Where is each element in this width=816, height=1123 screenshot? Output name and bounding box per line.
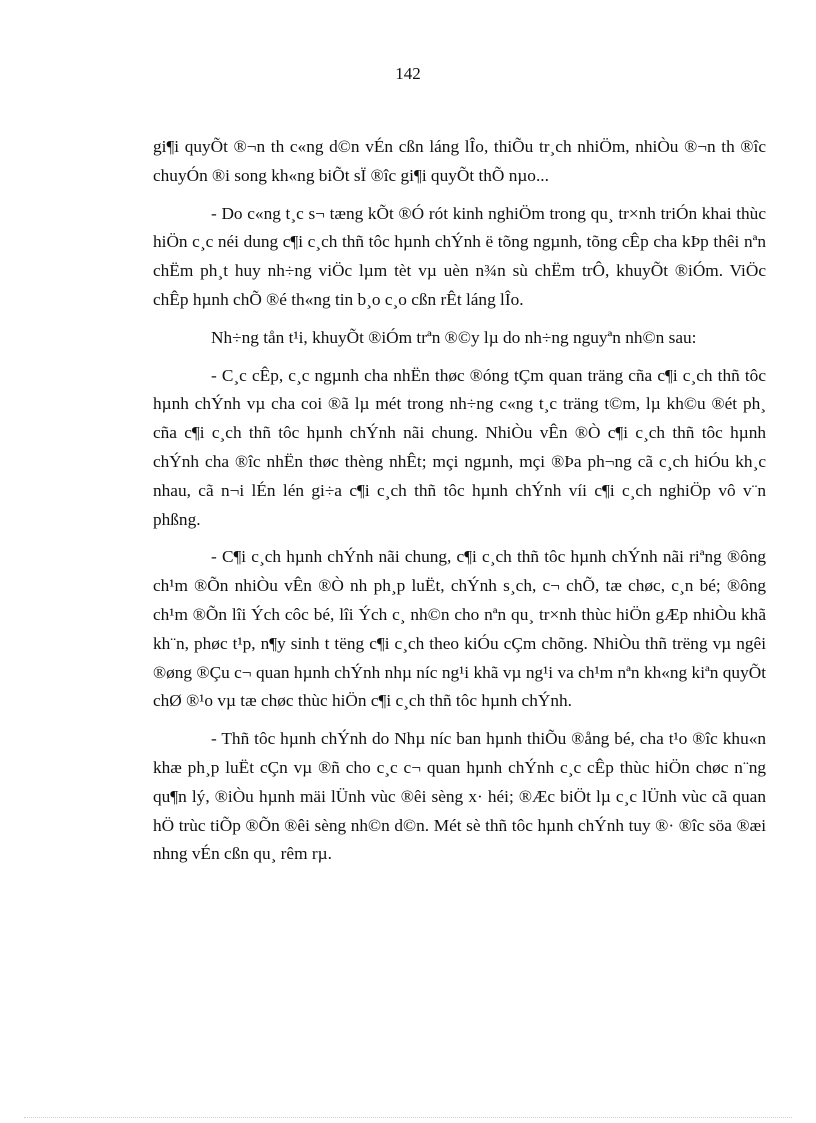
paragraph: Nh÷ng tån t¹i, khuyÕt ®iÓm trªn ®©y lµ do nh÷ng nguyªn nh©n sau: [211,327,697,347]
paragraph: - C¶i c¸ch hµnh chÝnh nãi chung, c¶i c¸ch thñ tôc hµnh chÝnh nãi riªng ®ông ch¹m ®Õn nhiÒu vÊn ®Ò nh ph¸p luËt, chÝnh s¸ch, c¬ chÕ, tæ chøc, c¸n bé; ®ông ch¹m ®Õn lîi Ých côc bé, lîi Ých c¸ nh©n cho nªn qu¸ tr×nh thùc hiÖn gÆp nhiÒu khã kh¨n, phøc t¹p, n¶y sinh t tëng c¶i c¸ch theo kiÓu cÇm chõng. NhiÒu thñ trëng vµ ngêi ®øng ®Çu c¬ quan hµnh chÝnh nhµ níc ng¹i khã vµ ng¹i va ch¹m nªn kh«ng kiªn quyÕt chØ ®¹o vµ tæ chøc thùc hiÖn c¶i c¸ch thñ tôc hµnh chÝnh. [153,547,766,711]
page-bottom-divider [24,1117,792,1118]
paragraph: - Do c«ng t¸c s¬ tæng kÕt ®Ó rót kinh nghiÖm trong qu¸ tr×nh triÓn khai thùc hiÖn c¸c néi dung c¶i c¸ch thñ tôc hµnh chÝnh ë tõng ngµnh, tõng cÊp cha kÞp thêi nªn chËm ph¸t huy nh÷ng viÖc lµm tèt vµ uèn n¾n sù chËm trÔ, khuyÕt ®iÓm. ViÖc chÊp hµnh chÕ ®é th«ng tin b¸o c¸o cßn rÊt láng lÎo. [153,203,766,309]
paragraph: gi¶i quyÕt ®¬n th c«ng d©n vÉn cßn láng lÎo, thiÕu tr¸ch nhiÖm, nhiÒu ®¬n th ®îc chuyÓn ®i song kh«ng biÕt sÏ ®îc gi¶i quyÕt thÕ nµo... [153,137,766,185]
paragraph: - C¸c cÊp, c¸c ngµnh cha nhËn thøc ®óng tÇm quan träng cña c¶i c¸ch thñ tôc hµnh chÝnh vµ cha coi ®ã lµ mét trong nh÷ng c«ng t¸c träng t©m, lµ kh©u ®ét ph¸ cña c¶i c¸ch thñ tôc hµnh chÝnh nãi chung. NhiÒu vÊn ®Ò c¶i c¸ch thñ tôc hµnh chÝnh cha ®îc nhËn thøc thèng nhÊt; mçi ngµnh, mçi ®Þa ph¬ng cã c¸ch hiÓu kh¸c nhau, cã n¬i lÉn lén gi÷a c¶i c¸ch thñ tôc hµnh chÝnh víi c¶i c¸ch nghiÖp vô v¨n phßng. [153,365,766,529]
page-number: 142 [395,64,421,83]
body-text [153,133,766,878]
paragraph: - Thñ tôc hµnh chÝnh do Nhµ níc ban hµnh thiÕu ®ång bé, cha t¹o ®îc khu«n khæ ph¸p luËt cÇn vµ ®ñ cho c¸c c¬ quan hµnh chÝnh c¸c cÊp thùc hiÖn chøc n¨ng qu¶n lý, ®iÒu hµnh mäi lÜnh vùc ®êi sèng x· héi; ®Æc biÖt lµ c¸c lÜnh vùc cã quan hÖ trùc tiÕp ®Õn ®êi sèng nh©n d©n. Mét sè thñ tôc hµnh chÝnh tuy ®· ®îc söa ®æi nhng vÉn cßn qu¸ rêm rµ. [153,729,766,864]
